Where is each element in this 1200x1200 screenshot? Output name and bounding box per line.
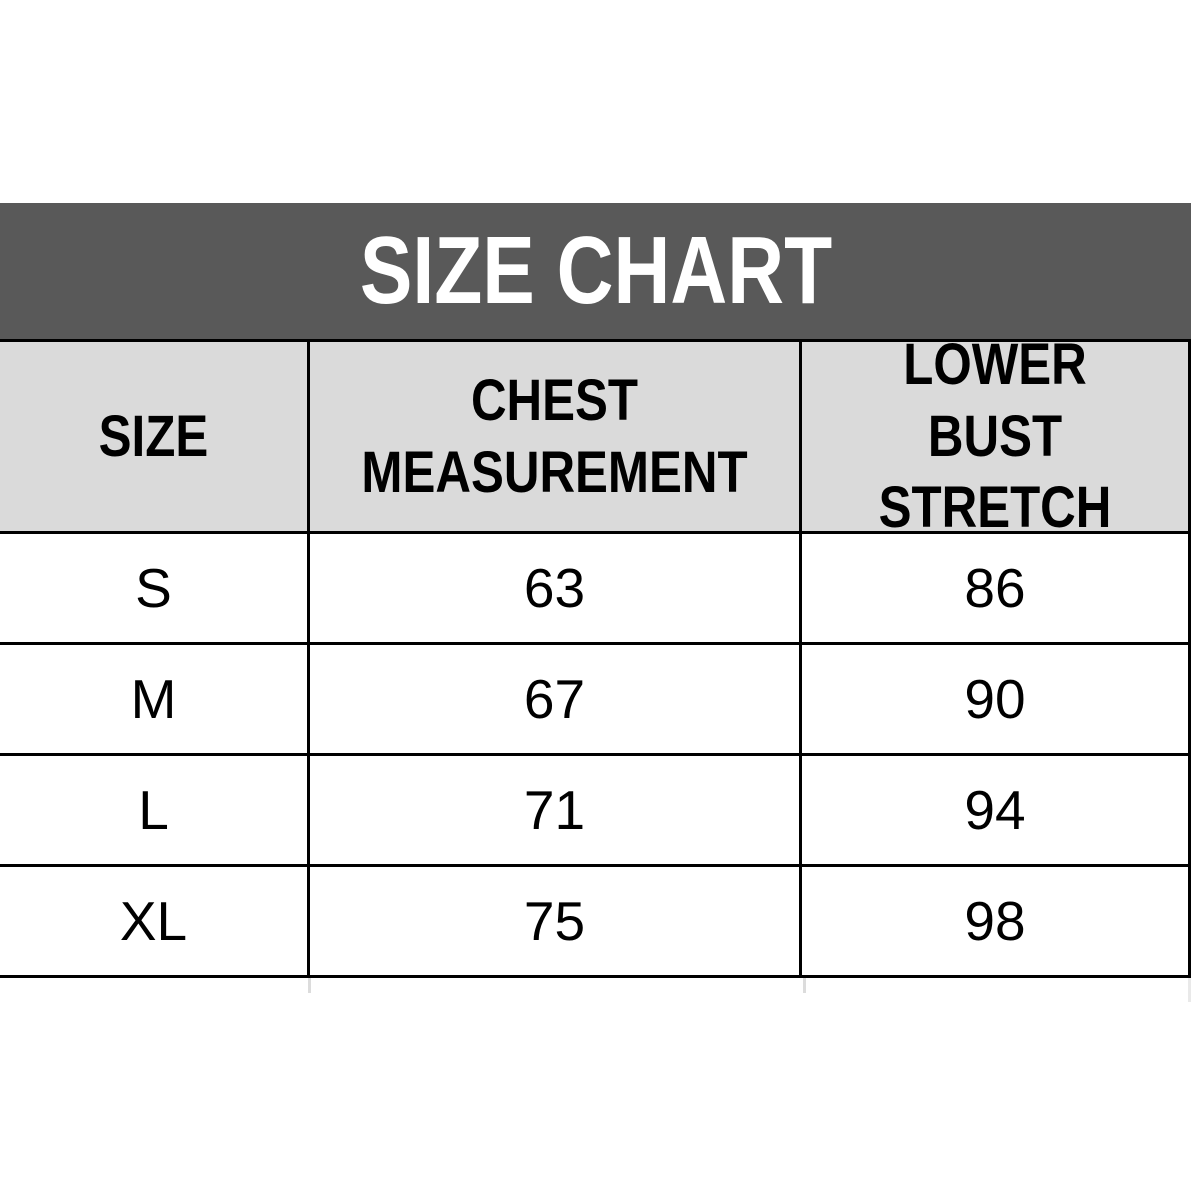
lower-bust-value: 98	[964, 889, 1026, 952]
table-cell-lower-bust-l	[802, 756, 1191, 867]
table-cell-size-s	[0, 534, 310, 645]
table-cell-size-l	[0, 756, 310, 867]
size-chart-title: SIZE CHART	[359, 217, 832, 324]
table-grid-remnant	[308, 978, 311, 993]
table-grid-remnant	[1188, 978, 1191, 1002]
table-cell-lower-bust-xl	[802, 867, 1191, 978]
size-value: XL	[119, 889, 188, 952]
chest-value: 75	[523, 889, 586, 952]
column-header-chest-measurement	[310, 342, 802, 534]
lower-bust-value: 86	[964, 556, 1026, 619]
column-header-size	[0, 342, 310, 534]
chest-value: 71	[523, 778, 586, 841]
lower-bust-value: 90	[964, 667, 1026, 730]
table-cell-size-xl	[0, 867, 310, 978]
table-cell-chest-l	[310, 756, 802, 867]
table-cell-lower-bust-m	[802, 645, 1191, 756]
table-cell-size-m	[0, 645, 310, 756]
table-cell-chest-s	[310, 534, 802, 645]
column-header-size-label: SIZE	[98, 403, 209, 469]
size-value: L	[138, 778, 169, 841]
size-chart-banner	[0, 203, 1191, 339]
table-cell-chest-m	[310, 645, 802, 756]
size-value: S	[135, 556, 172, 619]
table-grid-remnant	[803, 978, 806, 993]
chest-value: 63	[523, 556, 586, 619]
lower-bust-value: 94	[964, 778, 1026, 841]
size-value: M	[130, 667, 177, 730]
table-cell-chest-xl	[310, 867, 802, 978]
column-header-lower-bust-stretch	[802, 331, 1191, 541]
column-header-lower-bust-stretch-label: LOWER BUST STRETCH	[878, 331, 1112, 541]
table-cell-lower-bust-s	[802, 534, 1191, 645]
column-header-chest-measurement-label: CHEST MEASUREMENT	[361, 367, 748, 505]
size-chart-table	[0, 331, 1191, 978]
chest-value: 67	[523, 667, 586, 730]
